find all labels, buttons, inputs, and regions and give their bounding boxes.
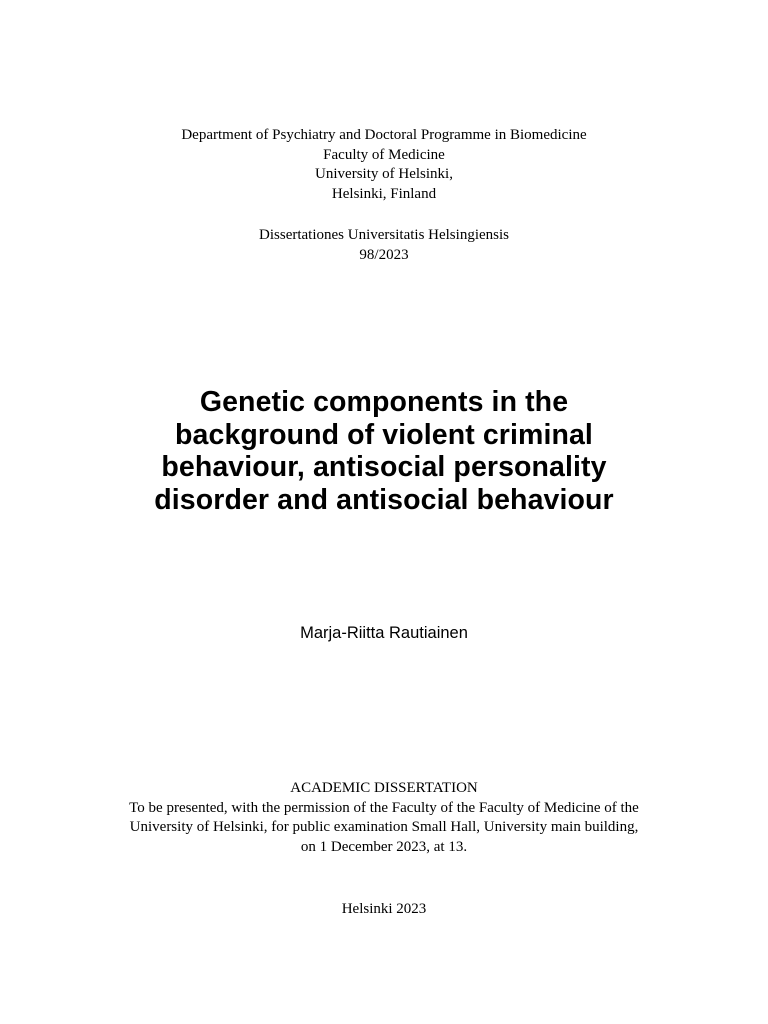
presentation-statement: To be presented, with the permission of the Faculty of the Faculty of Medicine of the University of Helsinki, for public examination Small Hall, University main building, — [129, 799, 639, 835]
place-and-year: Helsinki 2023 — [341, 901, 427, 917]
title-line-3: behaviour, antisocial personality — [161, 451, 607, 483]
title-line-1: Genetic components in the — [199, 386, 569, 418]
author-name: Marja-Riitta Rautiainen — [300, 624, 468, 642]
defense-date: on 1 December 2023, at 13. — [300, 838, 468, 855]
series-number: 98/2023 — [359, 246, 409, 263]
department-name: Department of Psychiatry and Doctoral Programme in Biomedicine — [181, 127, 587, 143]
university-location: Helsinki, Finland — [331, 185, 437, 202]
title-line-2: background of violent criminal — [175, 418, 593, 451]
series-block — [0, 226, 768, 265]
affiliation-block — [0, 126, 768, 204]
university-name: University of Helsinki, — [315, 166, 453, 182]
series-name: Dissertationes Universitatis Helsingiensis — [259, 227, 509, 243]
title-line-4: disorder and antisocial behaviour — [154, 483, 614, 516]
dissertation-title — [0, 386, 768, 516]
dissertation-notice — [0, 779, 768, 857]
dissertation-heading: ACADEMIC DISSERTATION — [290, 780, 478, 796]
faculty-name: Faculty of Medicine — [323, 146, 445, 163]
